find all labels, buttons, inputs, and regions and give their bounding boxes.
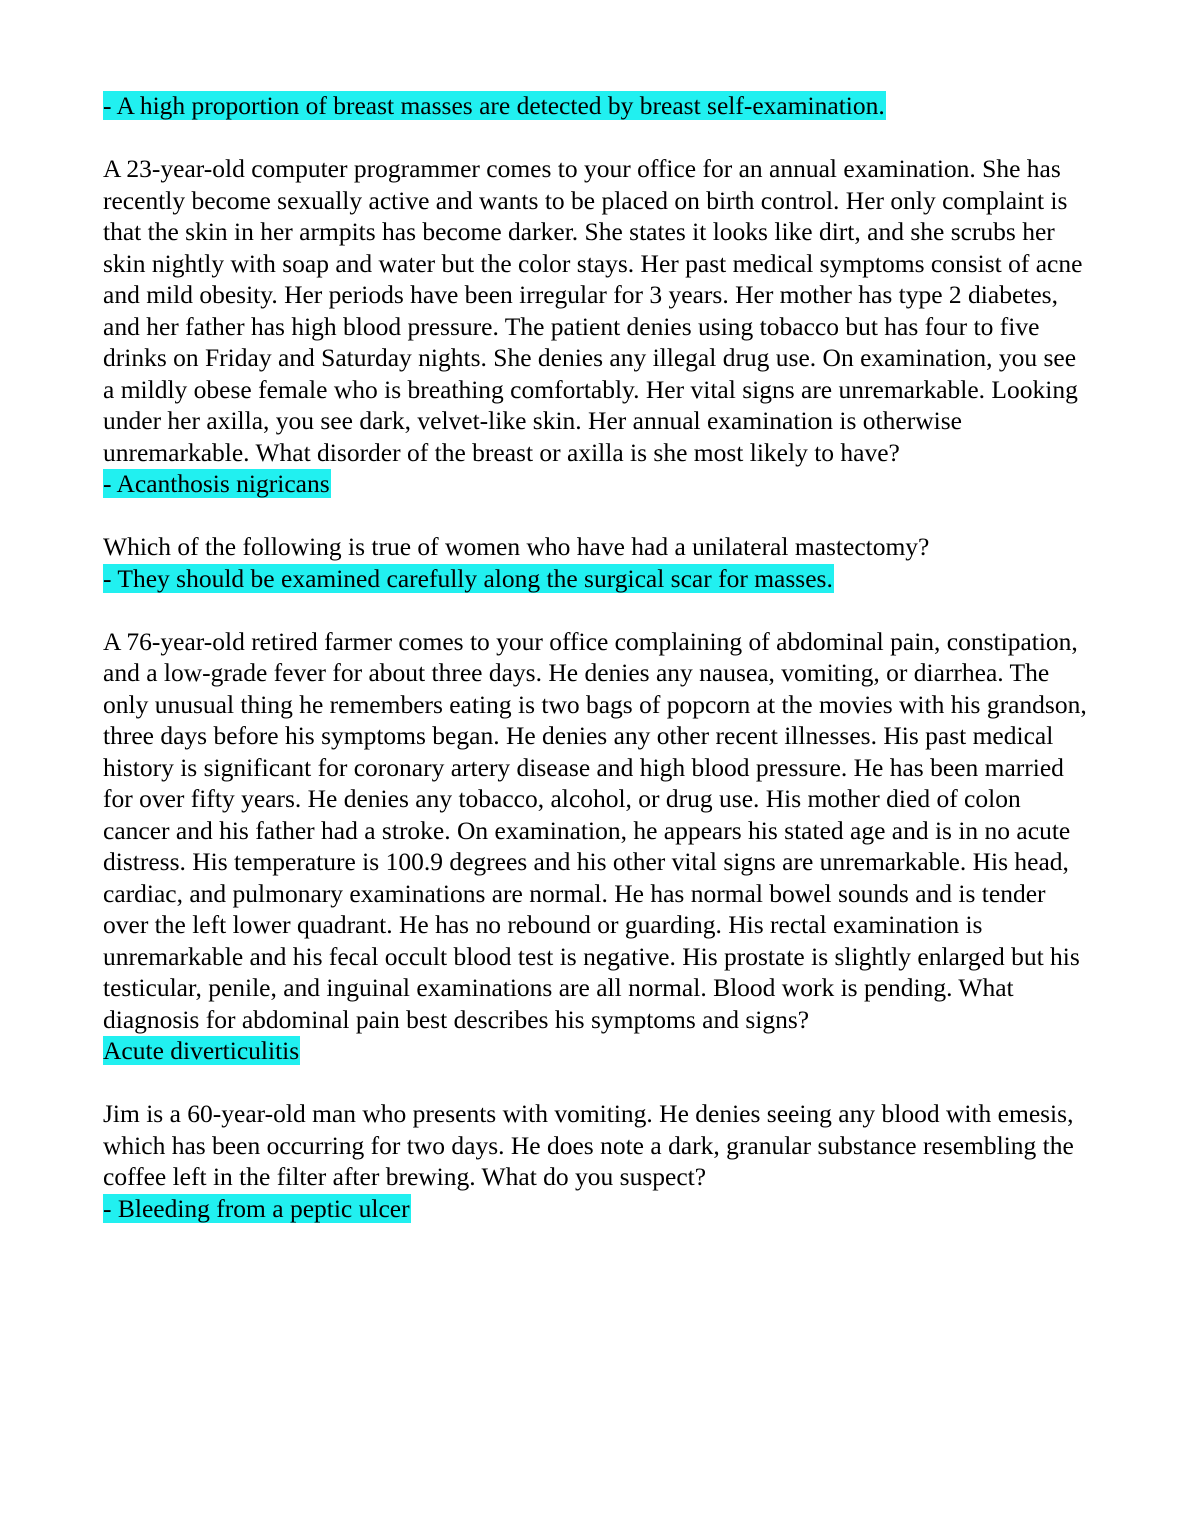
- highlighted-answer-text: - Acanthosis nigricans: [103, 469, 330, 498]
- answer-line: [103, 468, 1087, 500]
- clinical-vignette-paragraph: Jim is a 60-year-old man who presents with vomiting. He denies seeing any blood with emesis, which has been occurring for two days. He does note a dark, granular substance resembling the coffee left in the filter after brewing. What do you suspect?: [103, 1099, 1074, 1191]
- highlighted-answer-text: Acute diverticulitis: [103, 1036, 300, 1065]
- paragraph-spacer: [103, 122, 1087, 154]
- paragraph-spacer: [103, 1067, 1087, 1099]
- question-paragraph: Which of the following is true of women who have had a unilateral mastectomy?: [103, 532, 930, 561]
- clinical-vignette-paragraph: A 23-year-old computer programmer comes to your office for an annual examination. She has recently become sexually active and wants to be placed on birth control. Her only complaint is that the skin in her armpits has become darker. She states it looks like dirt, and she scrubs her skin nightly with soap and water but the color stays. Her past medical symptoms consist of acne and mild obesity. Her periods have been irregular for 3 years. Her mother has type 2 diabetes, and her father has high blood pressure. The patient denies using tobacco but has four to five drinks on Friday and Saturday nights. She denies any illegal drug use. On examination, you see a mildly obese female who is breathing comfortably. Her vital signs are unremarkable. Looking under her axilla, you see dark, velvet-like skin. Her annual examination is otherwise unremarkable. What disorder of the breast or axilla is she most likely to have?: [103, 154, 1083, 467]
- highlighted-answer-text: - A high proportion of breast masses are detected by breast self-examination.: [103, 91, 885, 120]
- document-body: [103, 90, 1087, 1224]
- highlighted-answer-text: - They should be examined carefully along the surgical scar for masses.: [103, 563, 833, 593]
- answer-line: [103, 1193, 1087, 1225]
- answer-line: [103, 1035, 1087, 1067]
- answer-line: [103, 563, 1087, 595]
- highlighted-answer-text: - Bleeding from a peptic ulcer: [103, 1193, 410, 1223]
- paragraph-spacer: [103, 500, 1087, 532]
- clinical-vignette-paragraph: A 76-year-old retired farmer comes to your office complaining of abdominal pain, constipation, and a low-grade fever for about three days. He denies any nausea, vomiting, or diarrhea. The only unusual thing he remembers eating is two bags of popcorn at the movies with his grandson, three days before his symptoms began. He denies any other recent illnesses. His past medical history is significant for coronary artery disease and high blood pressure. He has been married for over fifty years. He denies any tobacco, alcohol, or drug use. His mother died of colon cancer and his father had a stroke. On examination, he appears his stated age and is in no acute distress. His temperature is 100.9 degrees and his other vital signs are unremarkable. His head, cardiac, and pulmonary examinations are normal. He has normal bowel sounds and is tender over the left lower quadrant. He has no rebound or guarding. His rectal examination is unremarkable and his fecal occult blood test is negative. His prostate is slightly enlarged but his testicular, penile, and inguinal examinations are all normal. Blood work is pending. What diagnosis for abdominal pain best describes his symptoms and signs?: [103, 626, 1087, 1034]
- paragraph-spacer: [103, 594, 1087, 626]
- answer-line: [103, 90, 1087, 122]
